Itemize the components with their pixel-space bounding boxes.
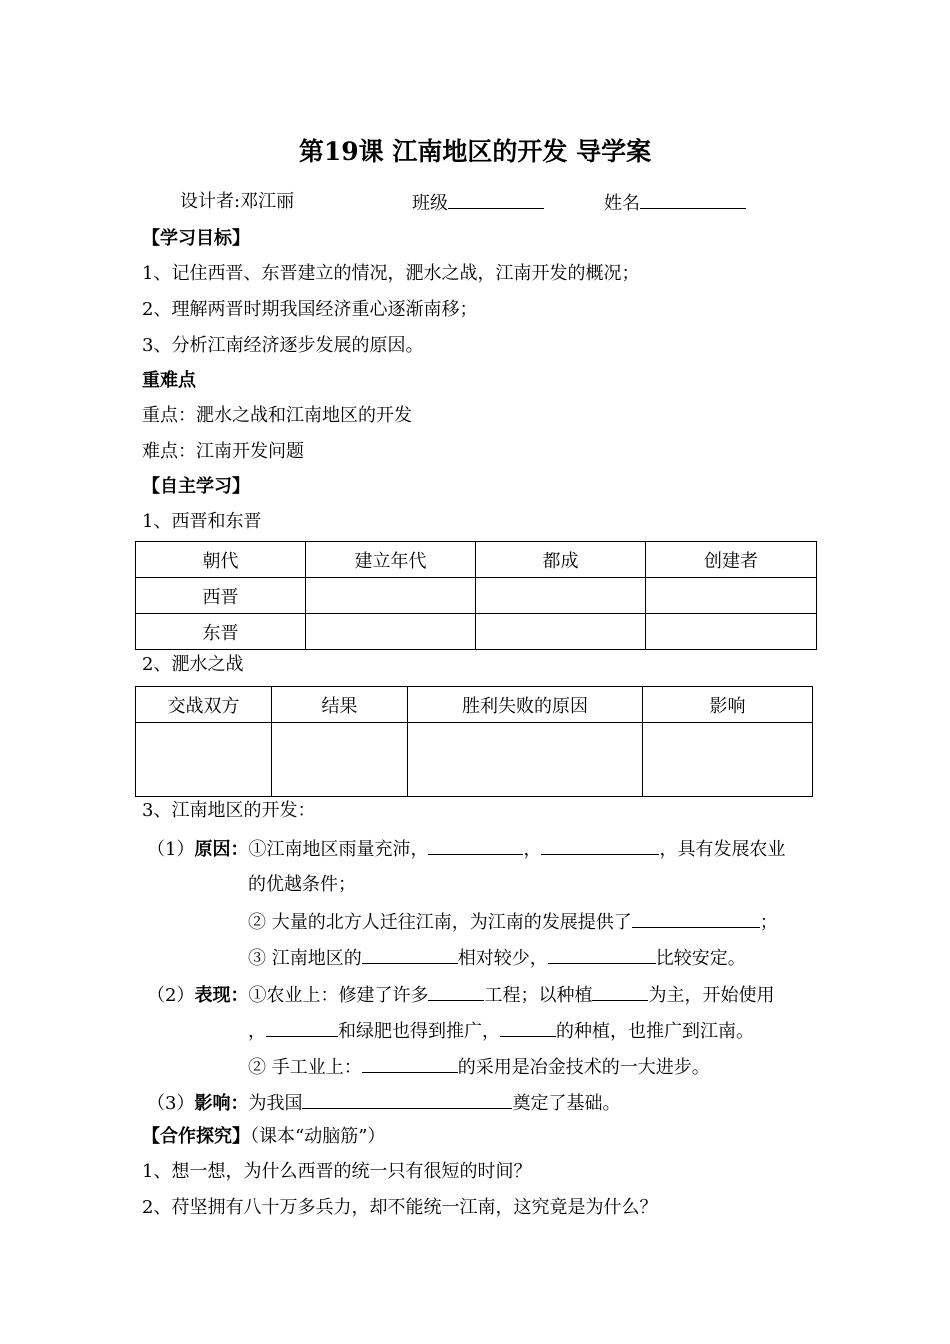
- question-jin: 1、西晋和东晋: [142, 511, 262, 532]
- class-field: [412, 190, 544, 216]
- goal-item: 1、记住西晋、东晋建立的情况，淝水之战，江南开发的概况；: [142, 263, 640, 284]
- cooperation-question: 1、想一想，为什么西晋的统一只有很短的时间？: [142, 1161, 532, 1182]
- table-cell: 西晋: [136, 578, 306, 614]
- answer-cell[interactable]: [306, 614, 476, 650]
- table-header: 影响: [643, 687, 813, 723]
- cooperation-heading-line: [142, 1125, 385, 1149]
- reason-text: ；: [759, 912, 778, 933]
- reason-line-3: [248, 909, 778, 935]
- keypoints-heading: 重难点: [142, 370, 196, 391]
- reason-text: ①江南地区雨量充沛，: [248, 839, 429, 860]
- fill-blank[interactable]: [632, 909, 760, 928]
- reason-text: ，: [523, 839, 542, 860]
- perf-line-3: [248, 1054, 710, 1080]
- answer-cell[interactable]: [408, 723, 643, 797]
- item-label: （2）: [147, 985, 195, 1006]
- class-blank[interactable]: [448, 190, 544, 209]
- goals-heading: 【学习目标】: [142, 228, 250, 249]
- table-header: 都成: [476, 542, 646, 578]
- key-point: 重点：淝水之战和江南地区的开发: [142, 405, 412, 426]
- item-label-bold: 表现：: [194, 985, 249, 1006]
- fill-blank[interactable]: [592, 982, 648, 1001]
- perf-text: 的种植，也推广到江南。: [556, 1021, 754, 1042]
- name-blank[interactable]: [640, 190, 746, 209]
- designer-label: 设计者:邓江丽: [180, 191, 295, 212]
- table-header: 建立年代: [306, 542, 476, 578]
- impact-text: 为我国: [248, 1093, 303, 1114]
- perf-text: 工程；以种植: [484, 985, 593, 1006]
- table-row: [136, 614, 817, 650]
- table-header: 创建者: [646, 542, 817, 578]
- answer-cell[interactable]: [643, 723, 813, 797]
- reason-line-1: [147, 836, 785, 862]
- name-label: 姓名: [604, 193, 640, 214]
- answer-cell[interactable]: [646, 614, 817, 650]
- reason-text: 相对较少，: [457, 948, 548, 969]
- table-header: 交战双方: [136, 687, 272, 723]
- fill-blank[interactable]: [428, 836, 523, 855]
- reason-text: ③ 江南地区的: [248, 948, 362, 969]
- perf-text: ② 手工业上：: [248, 1057, 362, 1078]
- item-label-bold: 原因：: [194, 839, 249, 860]
- perf-text: 为主，开始使用: [648, 985, 775, 1006]
- reason-line-4: [248, 945, 746, 971]
- jin-table: [135, 541, 817, 650]
- cooperation-heading: 【合作探究】: [142, 1126, 250, 1147]
- perf-text: ，: [248, 1021, 266, 1042]
- fill-blank[interactable]: [302, 1090, 512, 1109]
- perf-line-1: [147, 982, 774, 1008]
- reason-text: 比较安定。: [655, 948, 746, 969]
- fill-blank[interactable]: [428, 982, 484, 1001]
- answer-cell[interactable]: [272, 723, 408, 797]
- answer-cell[interactable]: [136, 723, 272, 797]
- question-feishui: 2、淝水之战: [142, 654, 244, 675]
- impact-line: [147, 1090, 620, 1116]
- page-title: 第19课 江南地区的开发 导学案: [298, 137, 652, 166]
- answer-cell[interactable]: [306, 578, 476, 614]
- answer-cell[interactable]: [476, 578, 646, 614]
- name-field: [604, 190, 746, 216]
- table-row: [136, 578, 817, 614]
- item-label: （1）: [147, 839, 195, 860]
- cooperation-subheading: （课本“动脑筋”）: [250, 1126, 386, 1147]
- perf-line-2: [248, 1018, 754, 1044]
- perf-text: 的采用是冶金技术的一大进步。: [457, 1057, 710, 1078]
- goal-item: 2、理解两晋时期我国经济重心逐渐南移；: [142, 299, 478, 320]
- table-header: 结果: [272, 687, 408, 723]
- feishui-table: [135, 686, 813, 797]
- table-header: 胜利失败的原因: [408, 687, 643, 723]
- table-row: [136, 723, 813, 797]
- fill-blank[interactable]: [500, 1018, 556, 1037]
- perf-text: ①农业上：修建了许多: [248, 985, 429, 1006]
- question-jiangnan: 3、江南地区的开发：: [142, 800, 316, 821]
- fill-blank[interactable]: [266, 1018, 338, 1037]
- fill-blank[interactable]: [362, 945, 458, 964]
- fill-blank[interactable]: [362, 1054, 458, 1073]
- answer-cell[interactable]: [476, 614, 646, 650]
- table-cell: 东晋: [136, 614, 306, 650]
- reason-text: ② 大量的北方人迁往江南，为江南的发展提供了: [248, 912, 632, 933]
- reason-line-2: 的优越条件；: [248, 874, 356, 895]
- table-header: 朝代: [136, 542, 306, 578]
- self-study-heading: 【自主学习】: [142, 476, 250, 497]
- item-label: （3）: [147, 1093, 195, 1114]
- fill-blank[interactable]: [541, 836, 659, 855]
- perf-text: 和绿肥也得到推广，: [338, 1021, 500, 1042]
- reason-text: ，具有发展农业: [659, 839, 786, 860]
- cooperation-question: 2、苻坚拥有八十万多兵力，却不能统一江南，这究竟是为什么？: [142, 1197, 658, 1218]
- difficult-point: 难点：江南开发问题: [142, 441, 304, 462]
- goal-item: 3、分析江南经济逐步发展的原因。: [142, 335, 424, 356]
- impact-text: 奠定了基础。: [512, 1093, 621, 1114]
- fill-blank[interactable]: [548, 945, 656, 964]
- class-label: 班级: [412, 193, 448, 214]
- answer-cell[interactable]: [646, 578, 817, 614]
- item-label-bold: 影响：: [194, 1093, 249, 1114]
